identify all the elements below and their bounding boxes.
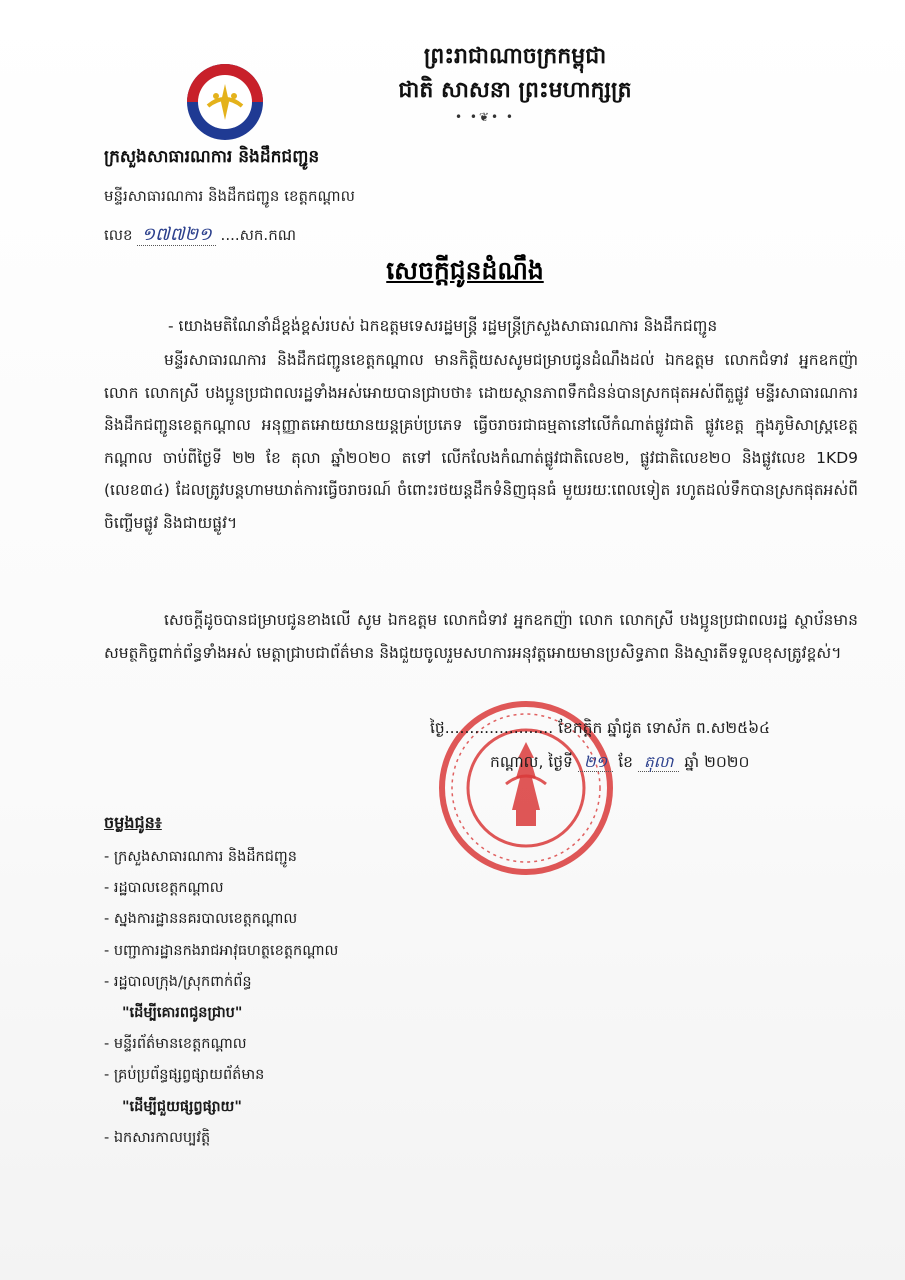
list-item: - ឯកសារកាលប្បវត្តិ <box>104 1129 211 1146</box>
list-item: - គ្រប់ប្រព័ន្ធផ្សព្វផ្សាយព័ត៌មាន <box>104 1067 265 1084</box>
list-item: - បញ្ជាការដ្ឋានកងរាជអាវុធហត្ថខេត្តកណ្តាល <box>104 942 339 959</box>
recipients-list <box>104 842 338 1154</box>
body-paragraph-2: សេចក្តីដូចបានជម្រាបជូនខាងលើ សូម ឯកឧត្តម លោកជំទាវ អ្នកឧកញ៉ា លោក លោកស្រី បងប្អូនប្រជាពលរដ្ឋ ស្ថាប័នមានសមត្ថកិច្ចពាក់ព័ន្ធទាំងអស់ មេត្តាជ្រាបជាព័ត៌មាន និងជួយចូលរួមសហការអនុវត្តអោយមានប្រសិទ្ធភាព និងស្មារតីទទួលខុសត្រូវខ្ពស់។ <box>104 611 858 662</box>
ministry-logo <box>176 62 274 146</box>
kingdom-motto: ជាតិ សាសនា ព្រះមហាក្សត្រ <box>398 78 632 103</box>
list-item: - ស្នងការដ្ឋាននគរបាលខេត្តកណ្តាល <box>104 911 298 928</box>
date-day-handwritten: ២១ <box>578 753 613 772</box>
date-gregorian <box>490 752 750 775</box>
date-place: កណ្តាល, ថ្ងៃទី <box>490 753 573 771</box>
list-item: - រដ្ឋបាលខេត្តកណ្តាល <box>104 880 224 897</box>
note-for-information: "ដើម្បីគោរពជូនជ្រាប" <box>122 1005 243 1022</box>
date-year: ឆ្នាំ ២០២០ <box>684 753 750 771</box>
department-name: មន្ទីរសាធារណការ និងដឹកជញ្ជូន ខេត្តកណ្តាល <box>104 187 355 205</box>
doc-number-handwritten: ១៧៧២១ <box>137 224 215 246</box>
body-paragraph-1: មន្ទីរសាធារណការ និងដឹកជញ្ជូនខេត្តកណ្តាល មានកិត្តិយសសូមជម្រាបជូនដំណឹងដល់ ឯកឧត្តម លោកជំទាវ អ្នកឧកញ៉ា លោក លោកស្រី បងប្អូនប្រជាពលរដ្ឋទាំងអស់អោយបានជ្រាបថា៖ ដោយស្ថានភាពទឹកជំនន់បានស្រកផុតអស់ពីតួផ្លូវ មន្ទីរសាធារណការ និងដឹកជញ្ជូនខេត្តកណ្តាល អនុញ្ញាតអោយយានយន្តគ្រប់ប្រភេទ ធ្វើចរាចរជាធម្មតានៅលើកំណាត់ផ្លូវជាតិ ផ្លូវខេត្ត ក្នុងភូមិសាស្ត្រខេត្តកណ្តាល ចាប់ពីថ្ងៃទី ២២ ខែ តុលា ឆ្នាំ២០២០ តទៅ លើកលែងកំណាត់ផ្លូវជាតិលេខ២, ផ្លូវជាតិលេខ២០ និងផ្លូវលេខ 1KD9 (លេខ៣៤) ដែលត្រូវបន្តហាមឃាត់ការធ្វើចរាចរណ៍ ចំពោះរថយន្តដឹកទំនិញធុនធំ មួយរយៈពេលទៀត រហូតដល់ទឹកបានស្រកផុតអស់ពីចិញ្ចើមផ្លូវ និងជាយផ្លូវ។ <box>104 351 858 532</box>
doc-number-prefix: លេខ <box>104 226 133 244</box>
ornament-divider: • •❦• • <box>455 110 515 124</box>
doc-number-suffix: ....សក.កណ <box>220 226 297 244</box>
date-month-handwritten: តុលា <box>638 753 680 772</box>
ministry-name: ក្រសួងសាធារណការ និងដឹកជញ្ជូន <box>104 147 320 167</box>
reference-line: - យោងមតិណែនាំដ៏ខ្ពង់ខ្ពស់របស់ ឯកឧត្តមទេសរដ្ឋមន្ត្រី រដ្ឋមន្ត្រីក្រសួងសាធារណការ និងដឹកជញ្ជូន <box>168 317 718 335</box>
list-item: - រដ្ឋបាលក្រុង/ស្រុកពាក់ព័ន្ធ <box>104 973 252 990</box>
date-month-prefix: ខែ <box>618 753 633 771</box>
date-lunar: ថ្ងៃ...................... ខែកត្តិក ឆ្នាំជូត ទោស័ក ព.ស២៥៦៤ <box>430 719 771 737</box>
kingdom-name: ព្រះរាជាណាចក្រកម្ពុជា <box>423 44 607 69</box>
document-title: សេចក្តីជូនដំណឹង <box>386 256 544 285</box>
list-item: - ក្រសួងសាធារណការ និងដឹកជញ្ជូន <box>104 849 297 865</box>
list-item: - មន្ទីរព័ត៌មានខេត្តកណ្តាល <box>104 1036 247 1053</box>
kingdom-header <box>330 40 700 108</box>
note-for-broadcast: "ដើម្បីជួយផ្សព្វផ្សាយ" <box>122 1098 242 1115</box>
document-number <box>104 222 296 249</box>
recipients-title: ចម្លងជូន៖ <box>104 813 162 832</box>
